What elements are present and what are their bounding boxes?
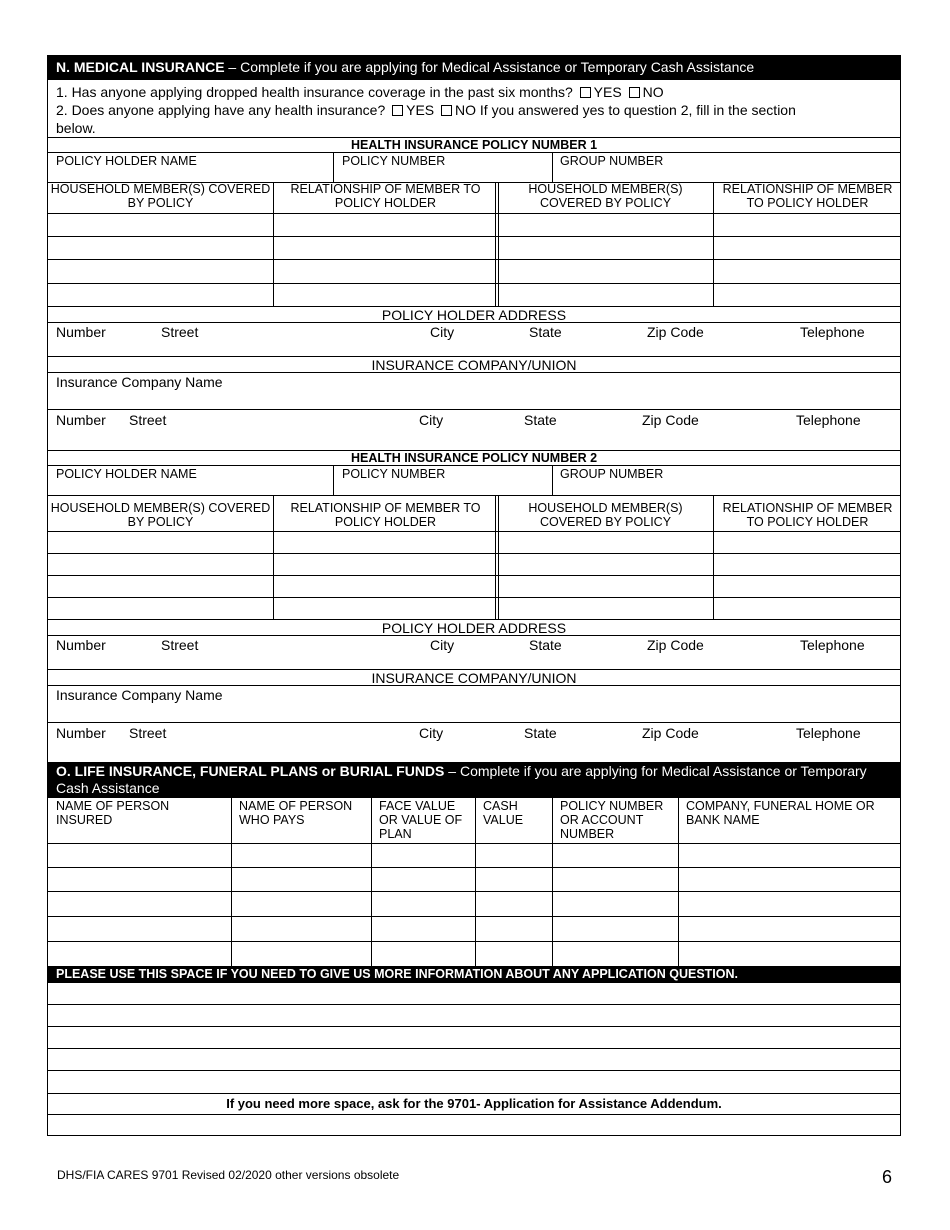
policy-1-member-col-a: HOUSEHOLD MEMBER(S) COVERED BY POLICY xyxy=(50,182,271,210)
section-o-col-policy-number: POLICY NUMBER OR ACCOUNT NUMBER xyxy=(560,799,664,841)
section-o-col-company: COMPANY, FUNERAL HOME OR BANK NAME xyxy=(686,799,875,827)
policy-1-company-zip: Zip Code xyxy=(642,412,699,428)
question-2-instruction-cont: below. xyxy=(56,120,96,136)
policy-1-group-label: GROUP NUMBER xyxy=(560,154,664,168)
q1-no-label: NO xyxy=(642,84,664,100)
policy-1-relationship-col-b: RELATIONSHIP OF MEMBER TO POLICY HOLDER xyxy=(722,182,893,210)
policy-1-relationship-col-a: RELATIONSHIP OF MEMBER TO POLICY HOLDER xyxy=(290,182,481,210)
q1-yes-label: YES xyxy=(593,84,622,100)
policy-2-relationship-col-b: RELATIONSHIP OF MEMBER TO POLICY HOLDER xyxy=(722,501,893,529)
policy-2-member-col-b: HOUSEHOLD MEMBER(S) COVERED BY POLICY xyxy=(528,501,683,529)
q2-yes-checkbox[interactable] xyxy=(392,105,403,116)
policy-2-company-city: City xyxy=(419,725,444,741)
policy-1-company-city: City xyxy=(419,412,444,428)
question-1-text: 1. Has anyone applying dropped health insurance coverage in the past six months? xyxy=(56,84,573,100)
policy-2-holder-name-label: POLICY HOLDER NAME xyxy=(56,467,197,481)
section-o-col-cash-value: CASH VALUE xyxy=(483,799,524,827)
question-1 xyxy=(56,84,664,100)
extra-info-header xyxy=(48,966,900,983)
policy-2-company-state: State xyxy=(524,725,557,741)
question-2-text: 2. Does anyone applying have any health insurance? xyxy=(56,102,386,118)
form-footer: DHS/FIA CARES 9701 Revised 02/2020 other versions obsolete xyxy=(57,1168,400,1182)
section-o-col-face-value: FACE VALUE OR VALUE OF PLAN xyxy=(379,799,463,841)
policy-2-company-name-label: Insurance Company Name xyxy=(56,687,223,703)
policy-1-title: HEALTH INSURANCE POLICY NUMBER 1 xyxy=(350,138,598,152)
q2-no-checkbox[interactable] xyxy=(441,105,452,116)
policy-2-address-city: City xyxy=(430,637,455,653)
policy-1-address-city: City xyxy=(430,324,455,340)
policy-1-address-number: Number xyxy=(56,324,106,340)
question-2-instruction: If you answered yes to question 2, fill in the section xyxy=(479,102,796,118)
policy-2-company-street: Street xyxy=(129,725,167,741)
q1-no-checkbox[interactable] xyxy=(629,87,640,98)
policy-1-number-label: POLICY NUMBER xyxy=(342,154,446,168)
section-n-subtitle: – Complete if you are applying for Medical Assistance or Temporary Cash Assistance xyxy=(224,59,755,75)
policy-1-company-street: Street xyxy=(129,412,167,428)
policy-1-company-number: Number xyxy=(56,412,106,428)
policy-1-address-title: POLICY HOLDER ADDRESS xyxy=(381,307,567,323)
policy-2-address-title: POLICY HOLDER ADDRESS xyxy=(381,620,567,636)
addendum-note: If you need more space, ask for the 9701- Application for Assistance Addendum. xyxy=(226,1096,722,1111)
policy-2-company-number: Number xyxy=(56,725,106,741)
policy-1-company-telephone: Telephone xyxy=(796,412,861,428)
policy-2-address-number: Number xyxy=(56,637,106,653)
application-form xyxy=(47,55,901,1136)
page-number: 6 xyxy=(882,1167,893,1187)
policy-2-number-label: POLICY NUMBER xyxy=(342,467,446,481)
policy-2-address-zip: Zip Code xyxy=(647,637,704,653)
policy-2-insurance-title: INSURANCE COMPANY/UNION xyxy=(371,670,577,686)
policy-1-company-state: State xyxy=(524,412,557,428)
policy-2-address-street: Street xyxy=(161,637,199,653)
policy-2-member-col-a: HOUSEHOLD MEMBER(S) COVERED BY POLICY xyxy=(50,501,271,529)
policy-2-address-telephone: Telephone xyxy=(800,637,865,653)
q2-yes-label: YES xyxy=(406,102,435,118)
extra-info-title: PLEASE USE THIS SPACE IF YOU NEED TO GIVE US MORE INFORMATION ABOUT ANY APPLICATION QUESTION. xyxy=(56,967,739,981)
section-n-title: N. MEDICAL INSURANCE xyxy=(56,59,225,75)
policy-2-company-telephone: Telephone xyxy=(796,725,861,741)
policy-2-title: HEALTH INSURANCE POLICY NUMBER 2 xyxy=(350,451,598,465)
policy-1-member-col-b: HOUSEHOLD MEMBER(S) COVERED BY POLICY xyxy=(528,182,683,210)
policy-1-address-telephone: Telephone xyxy=(800,324,865,340)
policy-1-address-state: State xyxy=(529,324,562,340)
section-o-title: O. LIFE INSURANCE, FUNERAL PLANS or BURIAL FUNDS xyxy=(56,763,445,779)
policy-2-group-label: GROUP NUMBER xyxy=(560,467,664,481)
q2-no-label: NO xyxy=(455,102,477,118)
policy-1-insurance-title: INSURANCE COMPANY/UNION xyxy=(371,357,577,373)
section-o-col-payer: NAME OF PERSON WHO PAYS xyxy=(239,799,353,827)
section-o-header xyxy=(48,762,900,798)
policy-2-address-state: State xyxy=(529,637,562,653)
section-o-col-insured: NAME OF PERSON INSURED xyxy=(56,799,170,827)
section-o-subtitle: – Complete if you are applying for Medical Assistance or Temporary Cash Assistance xyxy=(56,763,867,796)
q1-yes-checkbox[interactable] xyxy=(580,87,591,98)
policy-1-address-zip: Zip Code xyxy=(647,324,704,340)
policy-2-relationship-col-a: RELATIONSHIP OF MEMBER TO POLICY HOLDER xyxy=(290,501,481,529)
policy-2-company-zip: Zip Code xyxy=(642,725,699,741)
question-2 xyxy=(56,102,796,118)
section-n-header xyxy=(48,56,900,80)
policy-1-company-name-label: Insurance Company Name xyxy=(56,374,223,390)
policy-1-address-street: Street xyxy=(161,324,199,340)
policy-1-holder-name-label: POLICY HOLDER NAME xyxy=(56,154,197,168)
